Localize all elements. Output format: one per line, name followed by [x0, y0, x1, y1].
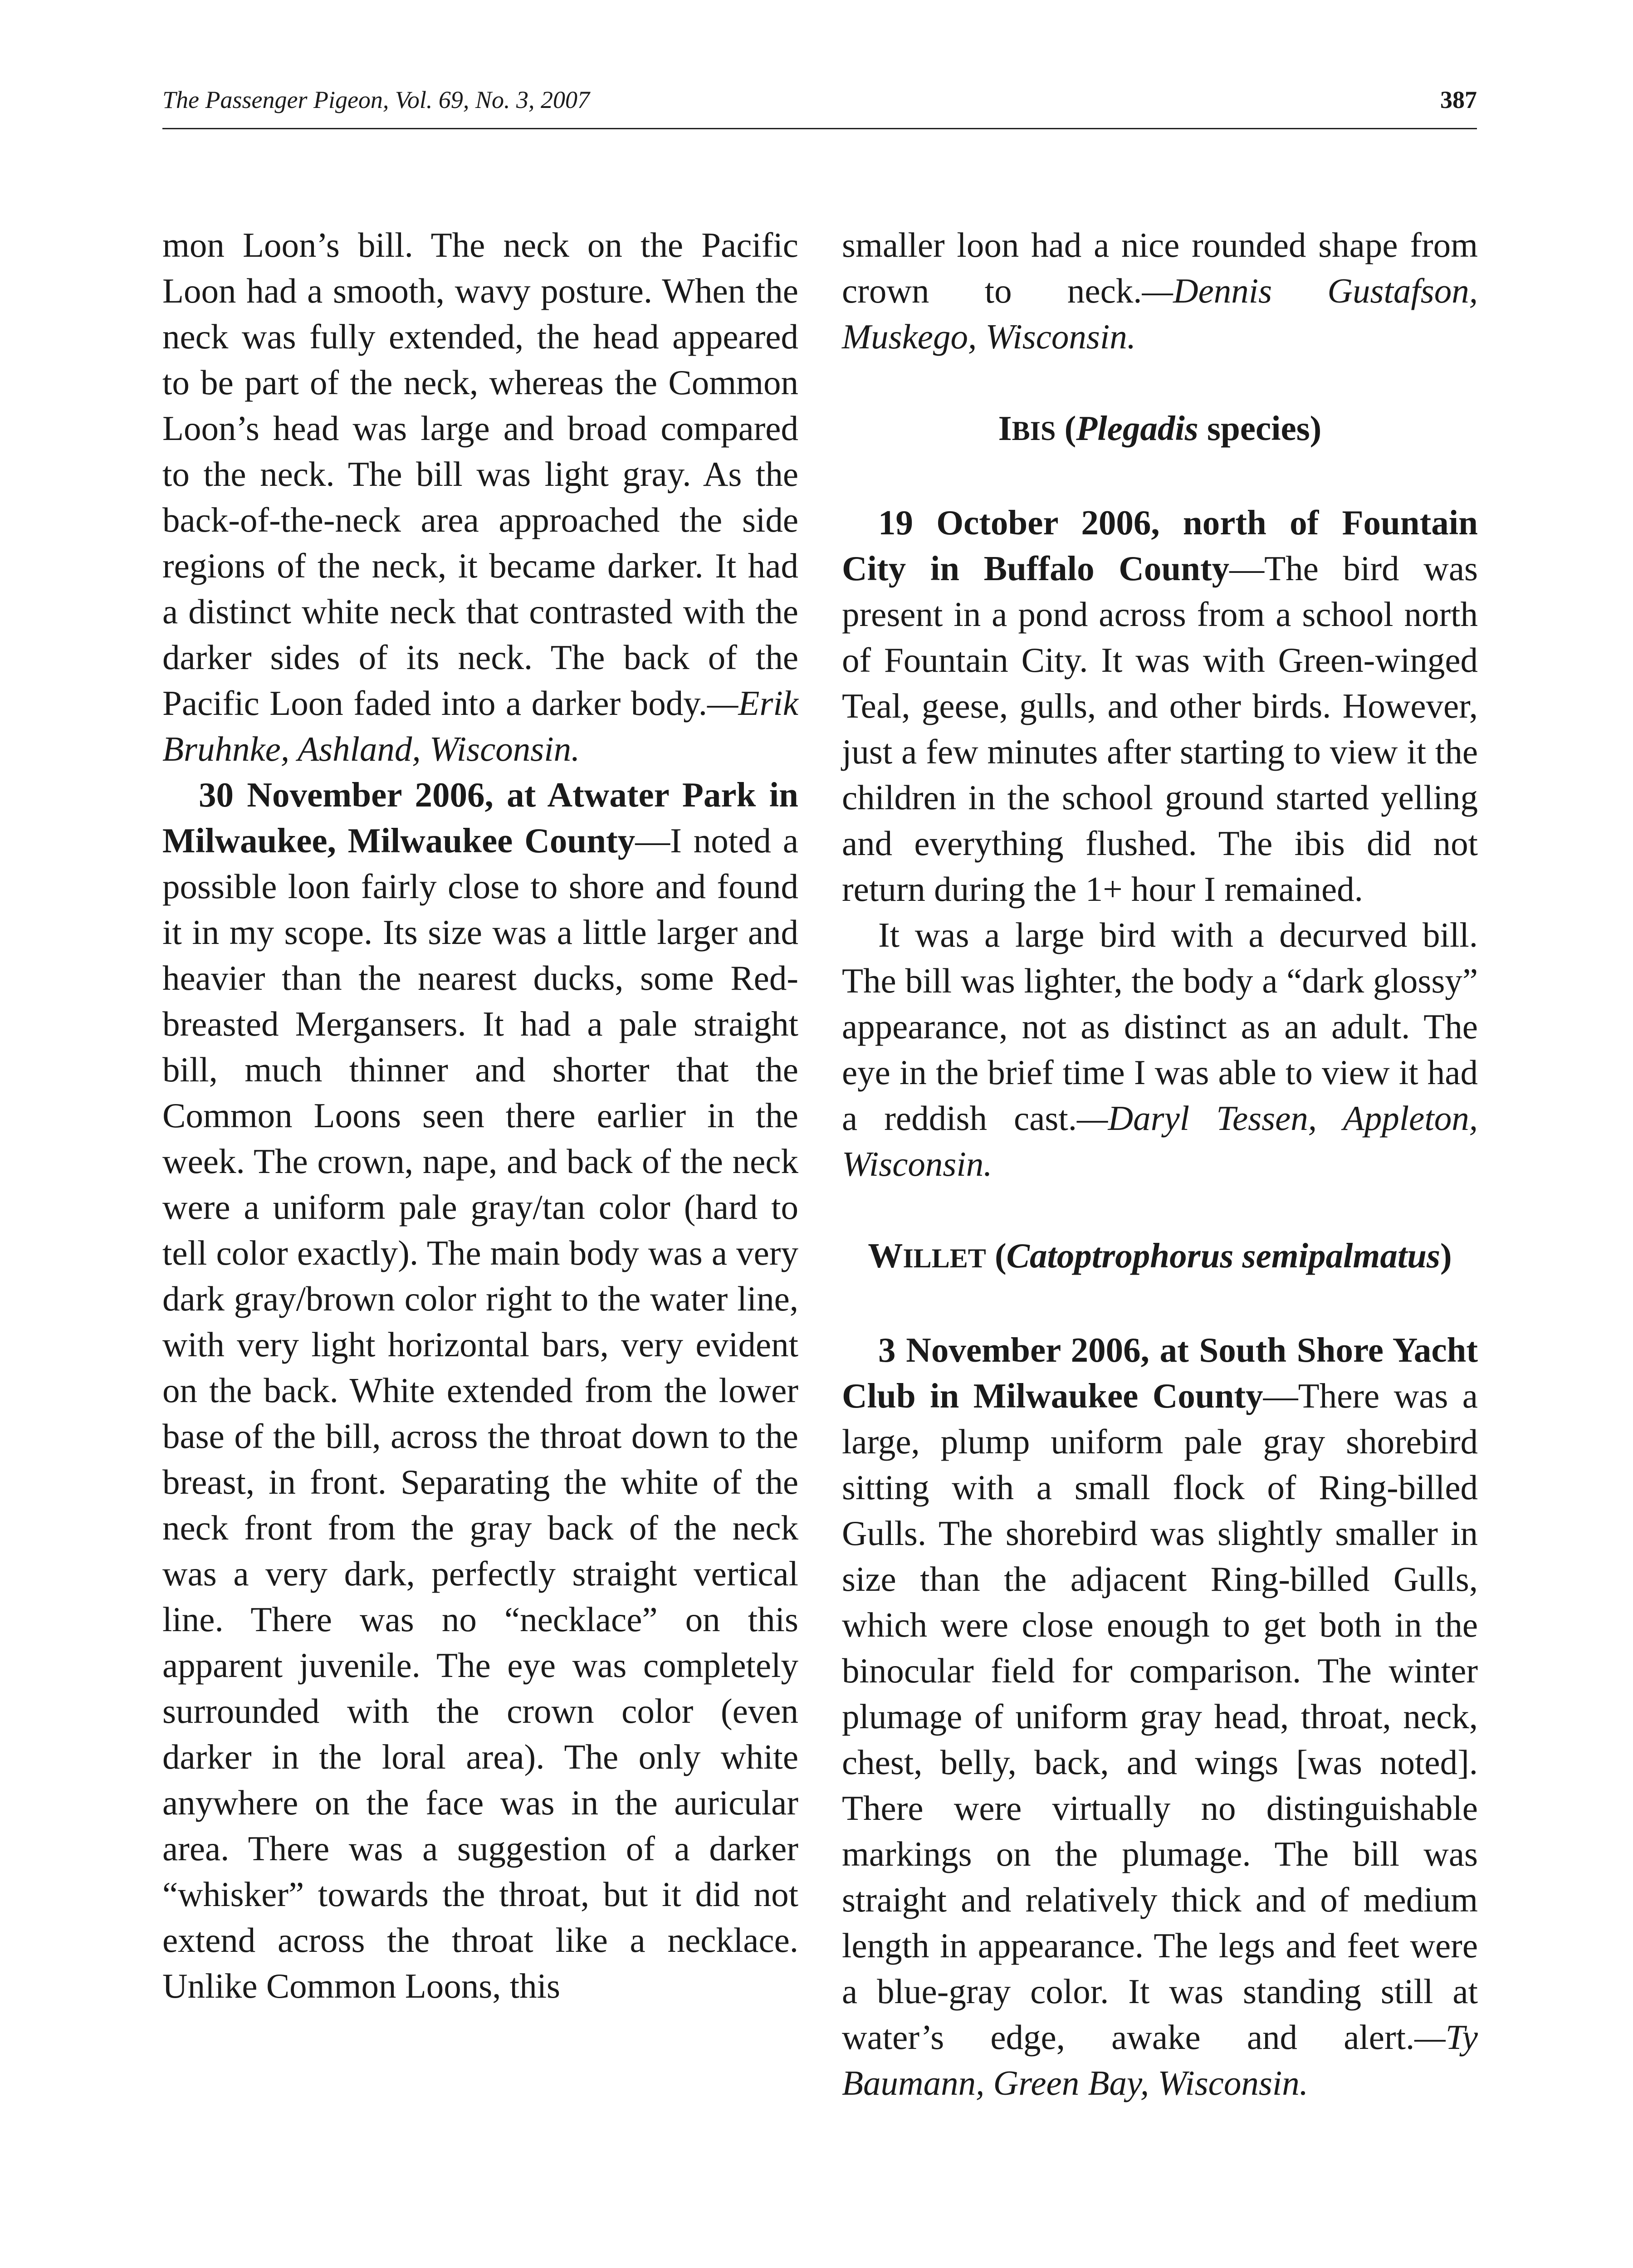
- spacer: [842, 454, 1478, 500]
- record-date-location: 19 October 2006, north of Fountain City in Buffalo County: [842, 503, 1478, 588]
- header-rule: [162, 128, 1477, 129]
- spacer: [842, 1281, 1478, 1327]
- species-heading-ibis: IBIS (Plegadis species): [998, 409, 1322, 448]
- paragraph-text: —I noted a possible loon fairly close to shore and found it in my scope. Its size was a little larger and heavier than the nearest ducks, some Red-breasted Mergansers. It had a pale straight bill, much thinner and shorter that the Common Loons seen there earlier in the week. The crown, nape, and back of the neck were a uniform pale gray/tan color (hard to tell color exactly). The main body was a very dark gray/brown color right to the water line, with very light horizontal bars, very evident on the back. White extended from the lower base of the bill, across the throat down to the breast, in front. Separating the white of the neck front from the gray back of the neck was a very dark, perfectly straight vertical line. There was no “necklace” on this apparent juvenile. The eye was completely surrounded with the crown color (even darker in the loral area). The only white anywhere on the face was in the auricular area. There was a suggestion of a darker “whisker” towards the throat, but it did not extend across the throat like a necklace. Unlike Common Loons, this: [162, 821, 798, 2005]
- loon-record-continuation: [842, 222, 1478, 360]
- record-date-location: 3 November 2006, at South Shore Yacht Club in Milwaukee County: [842, 1330, 1478, 1415]
- journal-citation: The Passenger Pigeon, Vol. 69, No. 3, 2007: [162, 86, 590, 113]
- paragraph-text: smaller loon had a nice rounded shape from crown to neck.: [842, 225, 1478, 310]
- spacer: [842, 1187, 1478, 1233]
- running-head: [162, 85, 1477, 131]
- page-number: 387: [1440, 86, 1477, 113]
- observer-signature: —Dennis Gustafson, Muskego, Wisconsin.: [842, 271, 1478, 356]
- observer-signature: —Erik Bruhnke, Ashland, Wisconsin.: [162, 684, 798, 768]
- genus-name: Plegadis: [1076, 409, 1198, 448]
- paragraph-text: —The bird was present in a pond across from a school north of Fountain City. It was with Green-winged Teal, geese, gulls, and other birds. However, just a few minutes after starting to view it the children in the school ground started yelling and everything flushed. The ibis did not return during the 1+ hour I remained.: [842, 549, 1478, 909]
- paragraph-text: It was a large bird with a decurved bill. The bill was lighter, the body a “dark glossy” appearance, not as distinct as an adult. The eye in the brief time I was able to view it had a reddish cast.: [842, 915, 1478, 1138]
- record-date-location: 30 November 2006, at Atwater Park in Milwaukee, Milwaukee County: [162, 775, 798, 860]
- species-heading-willet: WILLET (Catoptrophorus semipalmatus): [868, 1236, 1452, 1275]
- ibis-description: [842, 912, 1478, 1187]
- binomial-name: Catoptrophorus semipalmatus: [1006, 1236, 1441, 1275]
- observer-signature: —Ty Baumann, Green Bay, Wisconsin.: [842, 2018, 1478, 2102]
- spacer: [842, 360, 1478, 406]
- ibis-record-fountain-city: [842, 500, 1478, 912]
- paragraph-text: mon Loon’s bill. The neck on the Pacific Loon had a smooth, wavy posture. When the neck was fully extended, the head appeared to be part of the neck, whereas the Common Loon’s head was large and broad compared to the neck. The bill was light gray. As the back-of-the-neck area approached the side regions of the neck, it became darker. It had a distinct white neck that contrasted with the darker sides of its neck. The back of the Pacific Loon faded into a darker body.: [162, 225, 798, 723]
- observer-signature: —Daryl Tessen, Appleton, Wisconsin.: [842, 1099, 1478, 1183]
- paragraph-text: —There was a large, plump uniform pale gray shorebird sitting with a small flock of Ring-billed Gulls. The shorebird was slightly smaller in size than the adjacent Ring-billed Gulls, which were close enough to get both in the binocular field for comparison. The winter plumage of uniform gray head, throat, neck, chest, belly, back, and wings [was noted]. There were virtually no distinguishable markings on the plumage. The bill was straight and relatively thick and of medium length in appearance. The legs and feet were a blue-gray color. It was standing still at water’s edge, awake and alert.: [842, 1376, 1478, 2057]
- loon-record-atwater-park: [162, 772, 798, 2009]
- left-column: [162, 222, 798, 2009]
- right-column: [842, 222, 1478, 2106]
- pacific-loon-continuation: [162, 222, 798, 772]
- willet-record-south-shore: [842, 1327, 1478, 2106]
